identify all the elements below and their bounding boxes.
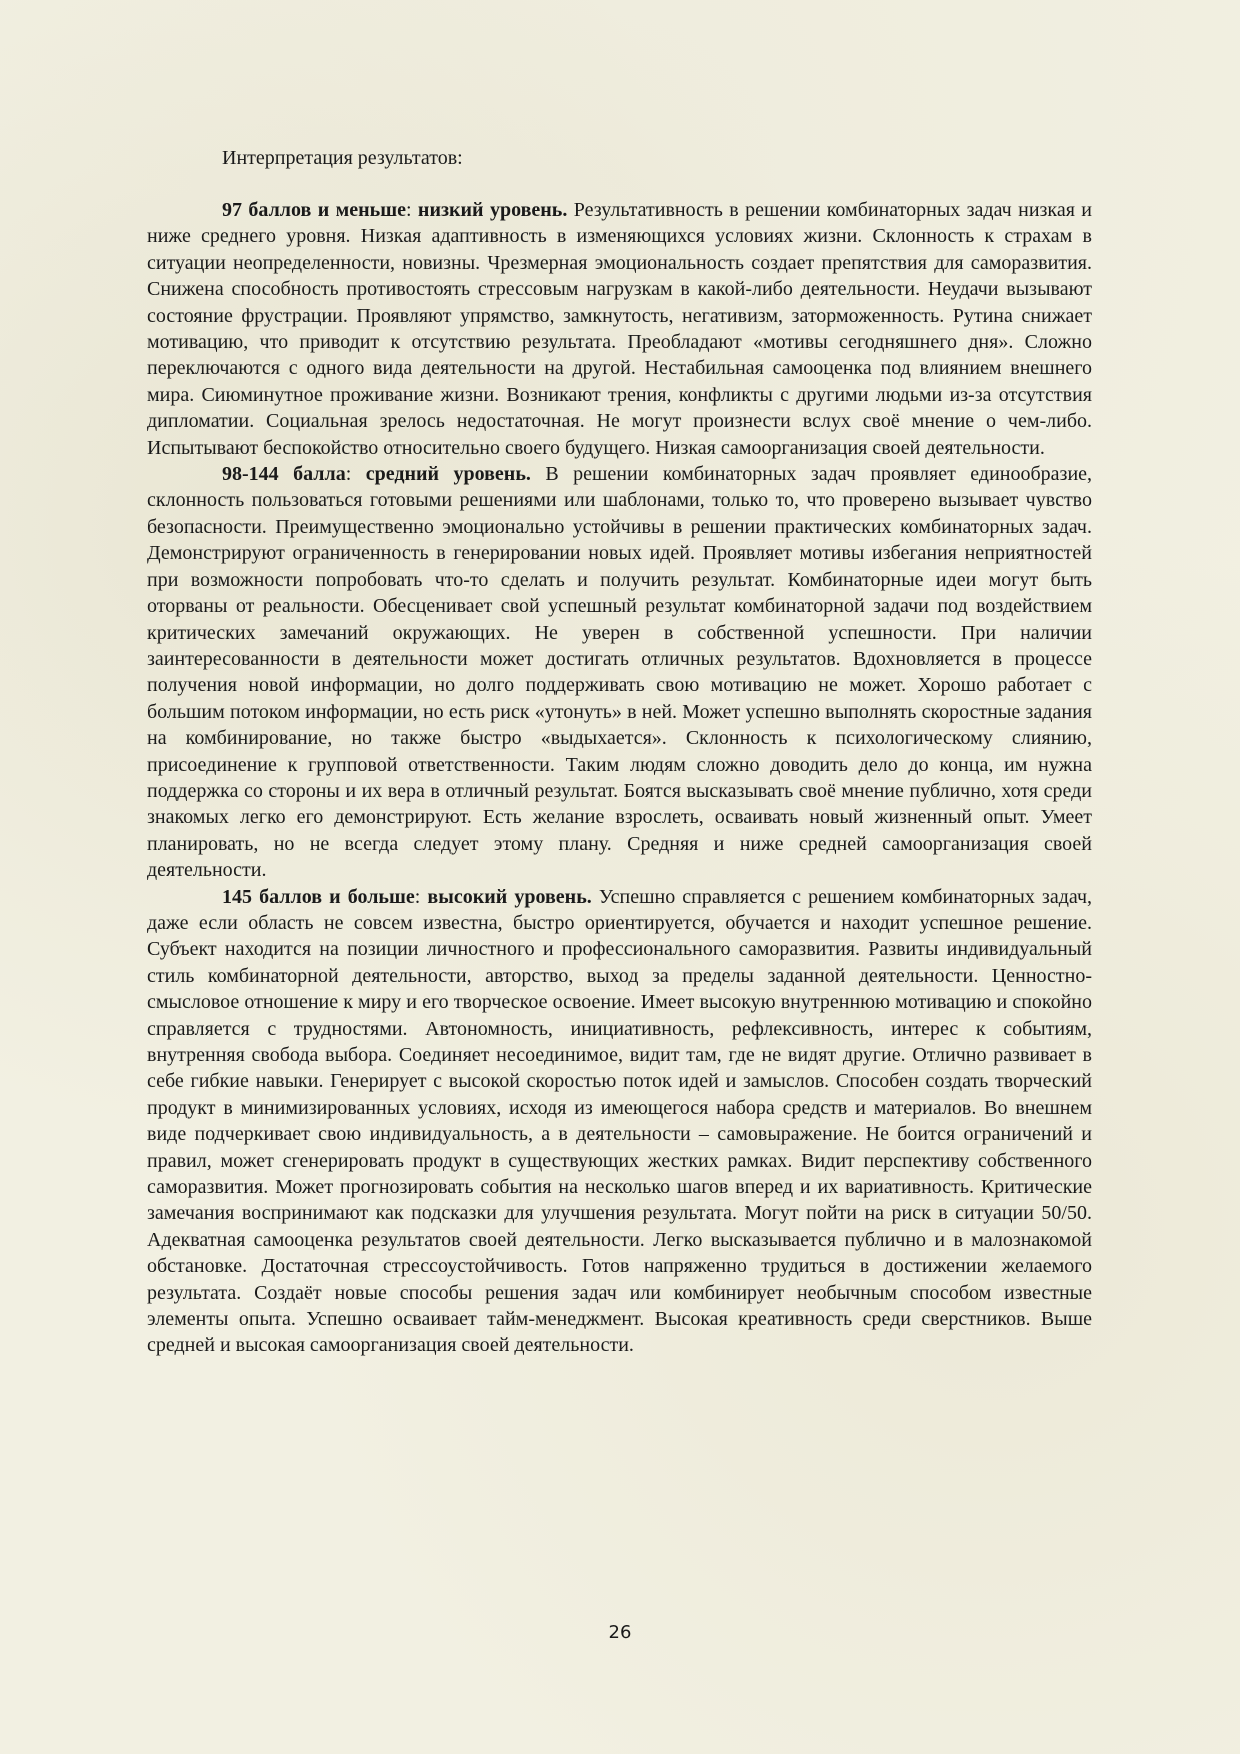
level-label-medium: средний уровень.: [365, 463, 531, 486]
section-heading: Интерпретация результатов:: [222, 147, 463, 169]
separator: :: [414, 885, 428, 908]
score-range-medium: 98-144 балла: [222, 463, 346, 486]
page-number: 26: [608, 1622, 632, 1643]
separator: :: [345, 463, 366, 486]
level-label-high: высокий уровень.: [427, 885, 592, 908]
score-range-low: 97 баллов и меньше: [222, 199, 406, 221]
paragraph-text-low: Результативность в решении комбинаторных задач низкая и ниже среднего уровня. Низкая адаптивность в изменяющихся условиях жизни. Склонность к страхам в ситуации неопределенности, новизны. Чрезмерная эмоциональность создает препятствия для саморазвития. Снижена способность противостоять стрессовым нагрузкам в какой-либо деятельности. Неудачи вызывают состояние фрустрации. Проявляют упрямство, замкнутость, негативизм, заторможенность. Рутина снижает мотивацию, что приводит к отсутствию результата. Преобладают «мотивы сегодняшнего дня». Сложно переключаются с одного вида деятельности на другой. Нестабильная самооценка под влиянием внешнего мира. Сиюминутное проживание жизни. Возникают трения, конфликты с другими людьми из-за отсутствия дипломатии. Социальная зрелось недостаточная. Не могут произнести вслух своё мнение о чем-либо. Испытывают беспокойство относительно своего будущего. Низкая самоорганизация своей деятельности.: [147, 199, 1093, 459]
paragraph-text-high: Успешно справляется с решением комбинаторных задач, даже если область не совсем известна, быстро ориентируется, обучается и находит успешное решение. Субъект находится на позиции личностного и профессионального саморазвития. Развиты индивидуальный стиль комбинаторной деятельности, авторство, выход за пределы заданной деятельности. Ценностно-смысловое отношение к миру и его творческое освоение. Имеет высокую внутреннюю мотивацию и спокойно справляется с трудностями. Автономность, инициативность, рефлексивность, интерес к событиям, внутренняя свобода выбора. Соединяет несоединимое, видит там, где не видят другие. Отлично развивает в себе гибкие навыки. Генерирует с высокой скоростью поток идей и замыслов. Способен создать творческий продукт в минимизированных условиях, исходя из имеющегося набора средств и материалов. Во внешнем виде подчеркивает свою индивидуальность, а в деятельности – самовыражение. Не боится ограничений и правил, может сгенерировать продукт в существующих жестких рамках. Видит перспективу собственного саморазвития. Может прогнозировать события на несколько шагов вперед и их вариативность. Критические замечания воспринимают как подсказки для улучшения результата. Могут пойти на риск в ситуации 50/50. Адекватная самооценка результатов своей деятельности. Легко высказывается публично и в малознакомой обстановке. Достаточная стрессоустойчивость. Готов напряженно трудиться в достижении желаемого результата. Создаёт новые способы решения задач или комбинирует необычным способом известные элементы опыта. Успешно осваивает тайм-менеджмент. Высокая креативность среди сверстников. Выше средней и высокая самоорганизация своей деятельности.: [147, 885, 1093, 1357]
separator: :: [405, 199, 418, 221]
level-label-low: низкий уровень.: [417, 199, 568, 221]
paragraph-high-level: [147, 884, 1092, 1359]
paragraph-low-level: [147, 197, 1092, 461]
score-range-high: 145 баллов и больше: [222, 885, 415, 908]
paragraph-text-medium: В решении комбинаторных задач проявляет единообразие, склонность пользоваться готовыми решениями или шаблонами, только то, что проверено вызывает чувство безопасности. Преимущественно эмоционально устойчивы в решении практических комбинаторных задач. Демонстрируют ограниченность в генерировании новых идей. Проявляет мотивы избегания неприятностей при возможности попробовать что-то сделать и получить результат. Комбинаторные идеи могут быть оторваны от реальности. Обесценивает свой успешный результат комбинаторной задачи под воздействием критических замечаний окружающих. Не уверен в собственной успешности. При наличии заинтересованности в деятельности может достигать отличных результатов. Вдохновляется в процессе получения новой информации, но долго поддерживать свою мотивацию не может. Хорошо работает с большим потоком информации, но есть риск «утонуть» в ней. Может успешно выполнять скоростные задания на комбинирование, но также быстро «выдыхается». Склонность к психологическому слиянию, присоединение к групповой ответственности. Таким людям сложно доводить дело до конца, им нужна поддержка со стороны и их вера в отличный результат. Боятся высказывать своё мнение публично, хотя среди знакомых легко его демонстрируют. Есть желание взрослеть, осваивать новый жизненный опыт. Умеет планировать, но не всегда следует этому плану. Средняя и ниже средней самоорганизация своей деятельности.: [147, 463, 1093, 882]
paragraph-medium-level: [147, 461, 1092, 884]
document-page: [147, 145, 1092, 1359]
